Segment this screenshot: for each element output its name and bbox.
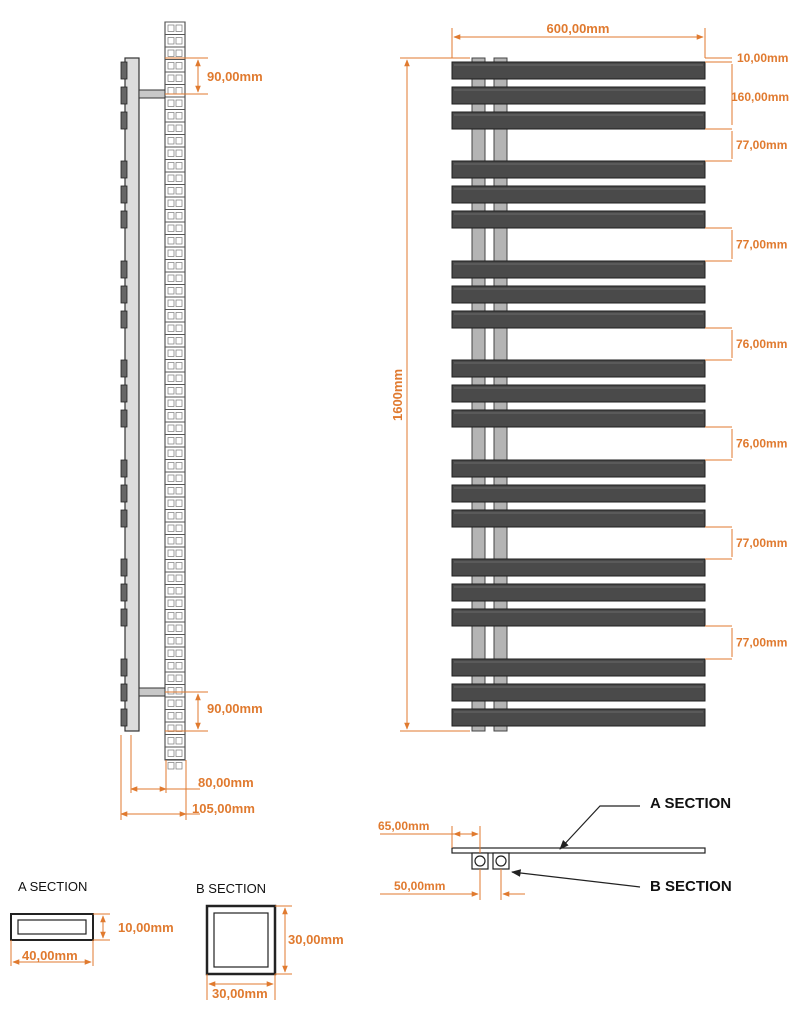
a-section-profile-inner <box>18 920 86 934</box>
side-riser-cell <box>168 763 174 770</box>
side-bottom-bracket <box>139 688 165 696</box>
side-bar-stub <box>121 311 127 328</box>
side-overall-depth-label: 105,00mm <box>192 801 255 816</box>
front-view <box>390 21 789 731</box>
front-width-dimension <box>452 21 705 58</box>
side-wall-gap-label: 80,00mm <box>198 775 254 790</box>
top-front-offset-label: 65,00mm <box>378 819 430 833</box>
gap-dimension-label: 76,00mm <box>736 337 788 351</box>
top-bar-plan <box>452 848 705 853</box>
side-bar-stub <box>121 460 127 477</box>
side-bar-stub <box>121 161 127 178</box>
a-section-height-label: 10,00mm <box>118 920 174 935</box>
b-section-height-label: 30,00mm <box>288 932 344 947</box>
side-wall-gap-dimension <box>131 735 254 793</box>
side-top-bracket <box>139 90 165 98</box>
a-section-leader <box>560 806 640 849</box>
side-bar-stub <box>121 684 127 701</box>
side-bar-stub <box>121 410 127 427</box>
side-bar-stub <box>121 609 127 626</box>
gap-dimension-label: 77,00mm <box>736 237 788 252</box>
side-bar-stub <box>121 186 127 203</box>
a-section-detail <box>11 879 174 966</box>
top-view <box>378 795 732 900</box>
b-section-callout: B SECTION <box>650 878 732 895</box>
side-riser-ladder <box>165 22 185 769</box>
b-section-profile-inner <box>214 913 268 967</box>
top-riser-offset-label: 50,00mm <box>394 879 446 893</box>
gap-dimension-label: 77,00mm <box>736 635 788 650</box>
front-top-offset-label: 10,00mm <box>737 51 789 65</box>
side-bar-stub <box>121 659 127 676</box>
side-bar-stub <box>121 62 127 79</box>
front-towel-bars <box>452 62 705 726</box>
side-bar-stub <box>121 211 127 228</box>
gap-dimension-label: 76,00mm <box>736 436 788 451</box>
side-view <box>121 22 263 820</box>
side-riser-cell <box>176 763 182 770</box>
side-bar-stub <box>121 87 127 104</box>
side-bottom-bracket-label: 90,00mm <box>207 701 263 716</box>
a-section-width-label: 40,00mm <box>22 948 78 963</box>
front-height-label: 1600mm <box>390 368 405 422</box>
side-bar-stub <box>121 510 127 527</box>
side-bar-stub <box>121 559 127 576</box>
gap-dimension-label: 77,00mm <box>736 536 788 550</box>
front-width-label: 600,00mm <box>546 21 610 36</box>
b-section-width-label: 30,00mm <box>212 986 268 1001</box>
front-group-height-label: 160,00mm <box>731 90 790 104</box>
side-bar-stub <box>121 709 127 726</box>
b-section-title: B SECTION <box>196 881 267 896</box>
top-riser-offset-dimension <box>380 869 525 900</box>
side-bar-stub <box>121 360 127 377</box>
front-gap-dimensions <box>705 129 787 659</box>
side-bar-stub <box>121 584 127 601</box>
side-bar-stub <box>121 385 127 402</box>
gap-dimension-label: 77,00mm <box>736 138 788 152</box>
side-top-bracket-label: 90,00mm <box>207 69 263 84</box>
side-bar-stub <box>121 485 127 502</box>
side-bar-stub <box>121 112 127 129</box>
front-right-dimensions <box>705 51 789 659</box>
a-section-title: A SECTION <box>18 879 88 894</box>
b-section-leader <box>512 872 640 887</box>
side-bar-stub <box>121 261 127 278</box>
a-section-callout: A SECTION <box>650 795 732 812</box>
side-bar-stub <box>121 286 127 303</box>
b-section-detail <box>196 881 344 1001</box>
